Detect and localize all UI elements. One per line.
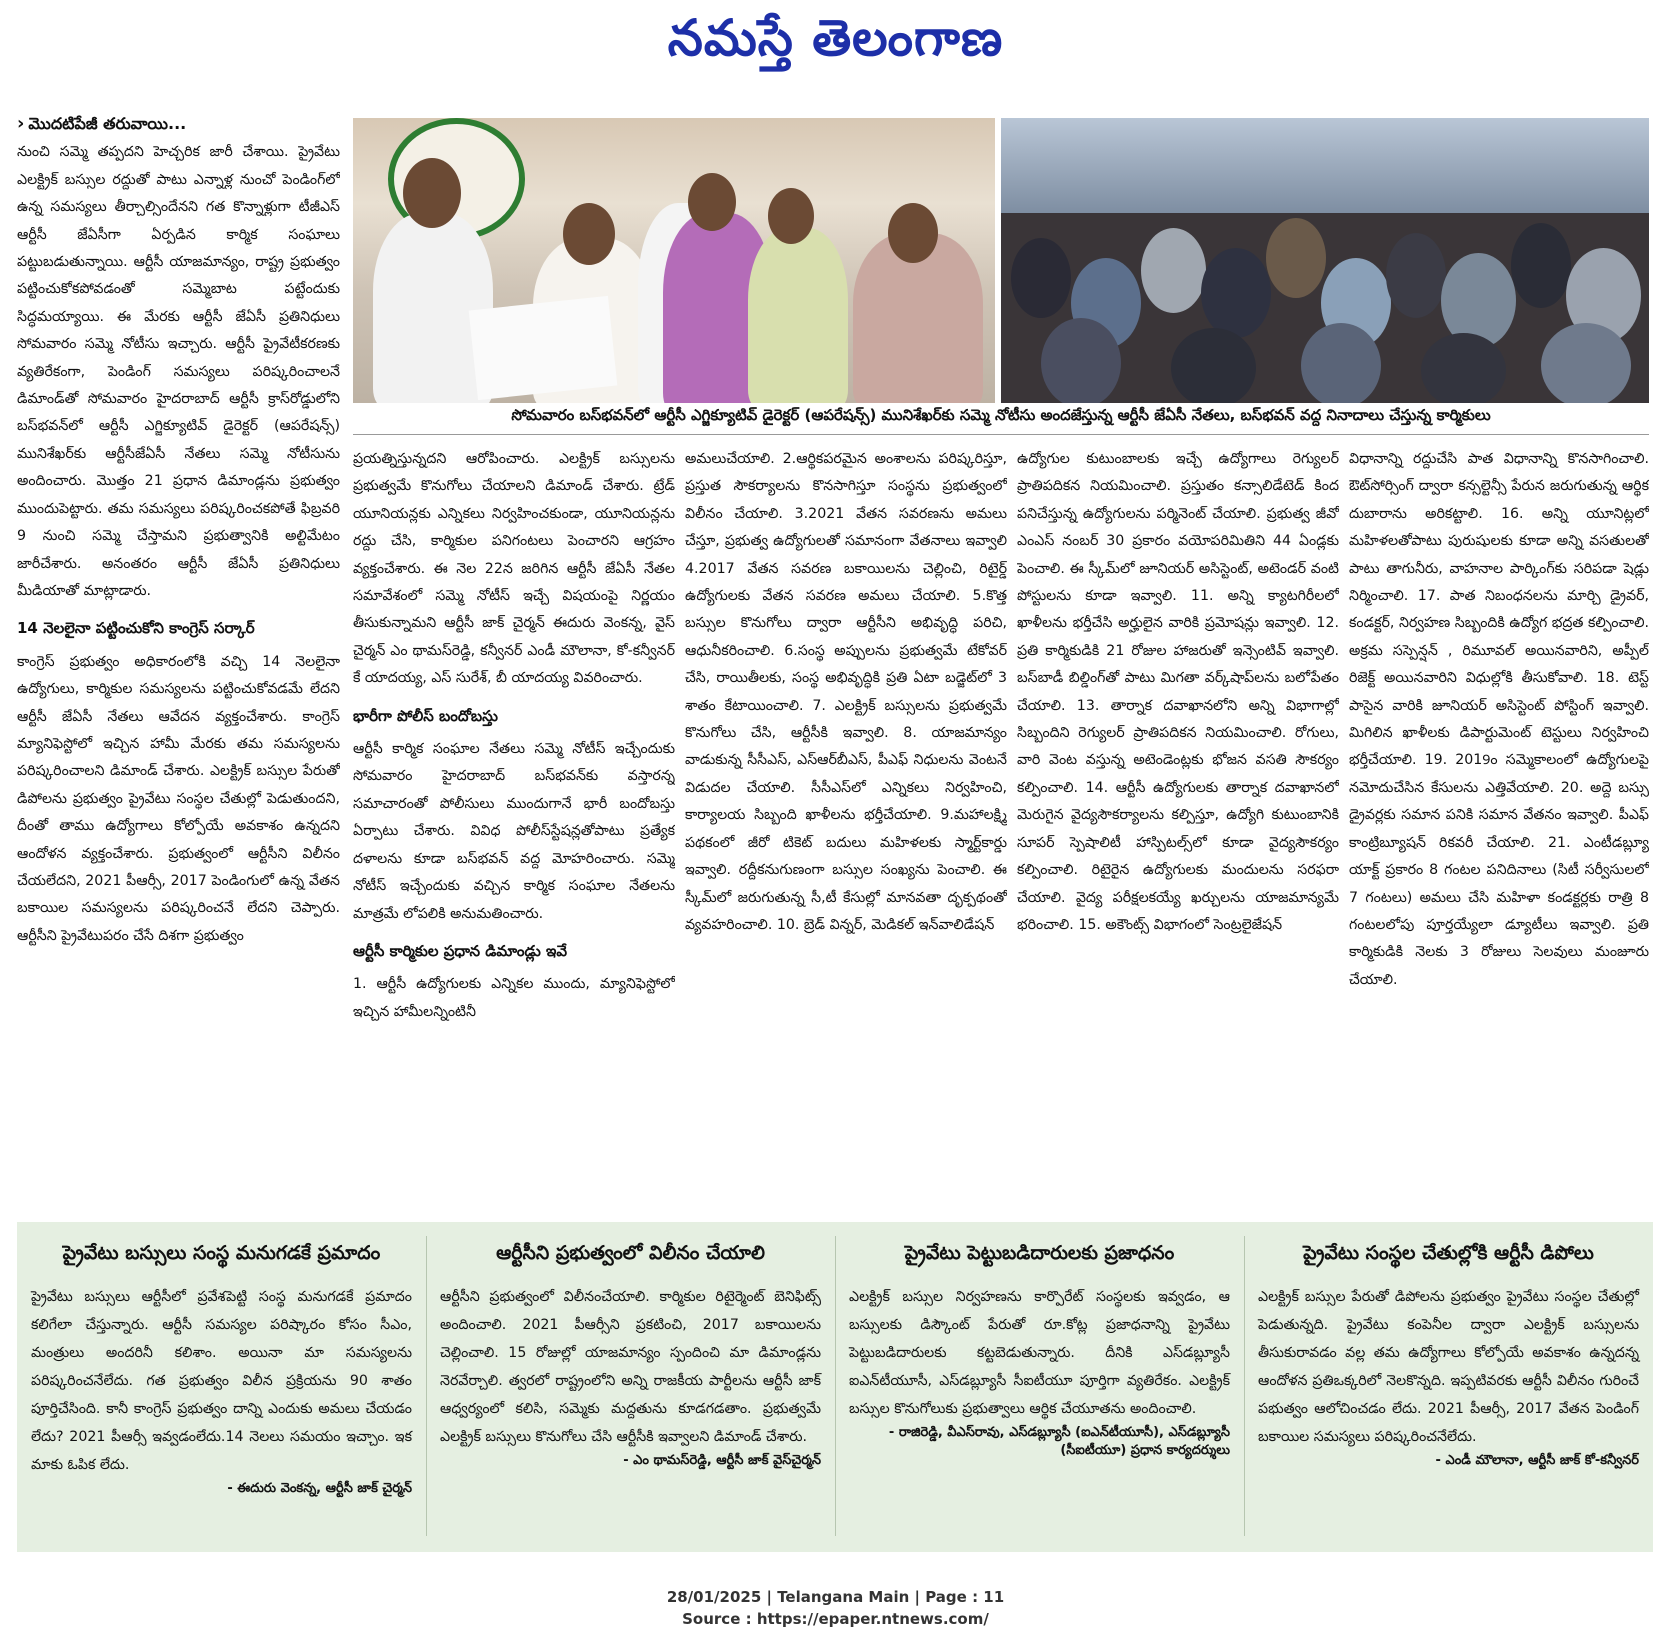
- demand-list: అమలుచేయాలి. 2.ఆర్థికపరమైన అంశాలను పరిష్కరిస్తూ, ప్రస్తుత సౌకర్యాలను కొనసాగిస్తూ సంస్థను ప్రభుత్వంలో విలీనం చేయాలి. 3.2021 వేతన సవరణను అమలు చేస్తూ, ప్రభుత్వ ఉద్యోగులతో సమానంగా వేతనాలు ఇవ్వాలి 4.2017 వేతన సవరణ బకాయిలను చెల్లించి, రిటైర్డ్ ఉద్యోగులకు వేతన సవరణ అమలు చేయాలి. 5.కొత్త బస్సుల కొనుగోలు ద్వారా ఆర్టీసీని అభివృద్ధి పరిచి, ఆధునీకరించాలి. 6.సంస్థ అప్పులను ప్రభుత్వమే టేకోవర్ చేసి, రాయితీలకు, సంస్థ అభివృద్ధికి ప్రతి ఏటా బడ్జెట్‌లో 3 శాతం కేటాయించాలి. 7. ఎలక్ట్రిక్ బస్సులను ప్రభుత్వమే కొనుగోలు చేసి, ఆర్టీసీకి ఇవ్వాలి. 8. యాజమాన్యం వాడుకున్న సీసీఎస్, ఎస్‌ఆర్‌బీఎస్, పీఎఫ్ నిధులను వెంటనే విడుదల చేయాలి. సీసీఎస్‌లో ఎన్నికలు నిర్వహించి, కార్యాలయ సిబ్బంది ఖాళీలను భర్తీచేయాలి. 9.మహాలక్ష్మి పథకంలో జీరో టికెట్ బదులు మహిళలకు స్మార్ట్‌కార్డు ఇవ్వాలి. రద్దీకనుగుణంగా బస్సుల సంఖ్యను పెంచాలి. ఈ స్కీమ్‌లో జరుగుతున్న సీ,టీ కేసుల్లో మానవతా దృక్పథంతో వ్యవహరించాలి. 10. బ్రెడ్ విన్నర్, మెడికల్ ఇన్‌వాలిడేషన్: [685, 451, 1007, 933]
- article-subhead: ఆర్టీసీ కార్మికుల ప్రధాన డిమాండ్లు ఇవే: [353, 941, 568, 960]
- article-column-1: [17, 110, 340, 1210]
- quote-box-signature: - ఎం థామస్‌రెడ్డి, ఆర్టీసీ జాక్ వైస్‌చైర్మన్: [623, 1453, 821, 1468]
- quote-box-title: ప్రైవేటు పెట్టుబడిదారులకు ప్రజాధనం: [904, 1242, 1175, 1264]
- quote-box-signature: - ఎండీ మౌలానా, ఆర్టీసీ జాక్ కో-కన్వీనర్: [1435, 1453, 1639, 1468]
- photo-workers-protest: [1001, 118, 1649, 403]
- footer-date-edition: 28/01/2025 | Telangana Main | Page : 11: [666, 1588, 1005, 1606]
- article-column-4: [1017, 446, 1339, 1206]
- quote-box-signature: - రాజిరెడ్డి, వీఎస్‌రావు, ఎస్‌డబ్ల్యూసీ (ఐఎన్‌టీయూసీ), ఎస్‌డబ్ల్యూసీ (సీఐటీయూ) ప్రధాన కార్యదర్శులు: [888, 1425, 1230, 1458]
- quote-box-title: ఆర్టీసీని ప్రభుత్వంలో విలీనం చేయాలి: [496, 1242, 765, 1264]
- article-paragraph: ఆర్టీసీ కార్మిక సంఘాల నేతలు సమ్మె నోటీస్ ఇచ్చేందుకు సోమవారం హైదరాబాద్ బస్‌భవన్‌కు వస్తారన్న సమాచారంతో పోలీసులు ముందుగానే భారీ బందోబస్తు ఏర్పాటు చేశారు. వివిధ పోలీస్‌స్టేషన్లతోపాటు ప్రత్యేక దళాలను కూడా బస్‌భవన్ వద్ద మోహరించారు. సమ్మె నోటీస్ ఇచ్చేందుకు వచ్చిన కార్మిక సంఘాల నేతలను మాత్రమే లోపలికి అనుమతించారు.: [353, 741, 675, 922]
- article-subhead: భారీగా పోలీస్ బందోబస్తు: [353, 706, 498, 725]
- demand-list-item: 1. ఆర్టీసీ ఉద్యోగులకు ఎన్నికల ముందు, మ్యానిఫెస్టోలో ఇచ్చిన హామీలన్నింటినీ: [353, 976, 675, 1020]
- quote-box-text: ప్రైవేటు బస్సులు ఆర్టీసీలో ప్రవేశపెట్టి సంస్థ మనుగడకే ప్రమాదం కలిగేలా చేస్తున్నారు. ఆర్టీసీ సమస్యల పరిష్కారం కోసం సీఎం, మంత్రులు అందరినీ కలిశాం. అయినా మా సమస్యలను పరిష్కరించనేలేదు. గత ప్రభుత్వం విలీన ప్రక్రియను 90 శాతం పూర్తిచేసింది. కానీ కాంగ్రెస్ ప్రభుత్వం దాన్ని ఎందుకు అమలు చేయడం లేదు? 2021 పీఆర్సీ ఇవ్వడంలేదు.14 నెలలు సమయం ఇచ్చాం. ఇక మాకు ఓపిక లేదు.: [31, 1289, 412, 1473]
- quote-box-text: ఆర్టీసీని ప్రభుత్వంలో విలీనంచేయాలి. కార్మికుల రిటైర్మెంట్ బెనిఫిట్స్ అందించాలి. 2021 పీఆర్సీని ప్రకటించి, 2017 బకాయిలను చెల్లించాలి. 15 రోజుల్లో యాజమాన్యం స్పందించి మా డిమాండ్లను నెరవేర్చాలి. త్వరలో రాష్ట్రంలోని అన్ని రాజకీయ పార్టీలను ఆర్టీసీ జాక్ ఆధ్వర్యంలో కలిసి, సమ్మెకు మద్దతును కూడగడతాం. ప్రభుత్వమే ఎలక్ట్రిక్ బస్సులు కొనుగోలు చేసి ఆర్టీసీకి ఇవ్వాలని డిమాండ్ చేశారు.: [440, 1289, 821, 1445]
- kicker-text: మొదటిపేజీ తరువాయి...: [28, 114, 187, 133]
- quote-box-3: [835, 1222, 1244, 1552]
- article-column-5: [1349, 446, 1649, 1206]
- continuation-kicker: [17, 110, 340, 137]
- quote-box-title: ప్రైవేటు సంస్థల చేతుల్లోకి ఆర్టీసీ డిపోలు: [1303, 1242, 1594, 1264]
- footer-source-link[interactable]: Source : https://epaper.ntnews.com/: [682, 1610, 989, 1628]
- chevron-right-icon: ›: [17, 113, 25, 134]
- divider: [426, 1236, 427, 1536]
- article-subhead: 14 నెలలైనా పట్టించుకోని కాంగ్రెస్ సర్కార్: [17, 619, 255, 638]
- quote-box-text: ఎలక్ట్రిక్ బస్సుల పేరుతో డిపోలను ప్రభుత్వం ప్రైవేటు సంస్థల చేతుల్లో పెడుతున్నది. ప్రైవేటు కంపెనీల ద్వారా ఎలక్ట్రిక్ బస్సులను తీసుకురావడం వల్ల తమ ఉద్యోగాలు కోల్పోయే అవకాశం ఉన్నదన్న ఆందోళన ప్రతిఒక్కరిలో నెలకొన్నది. ఇప్పటివరకు ఆర్టీసీ విలీనం గురించే పభుత్వం ఆలోచించడం లేదు. 2021 పీఆర్సీ, 2017 వేతన పెండింగ్ బకాయిల సమస్యలు పరిష్కరించనేలేదు.: [1258, 1289, 1639, 1445]
- article-paragraph: కాంగ్రెస్ ప్రభుత్వం అధికారంలోకి వచ్చి 14 నెలలైనా ఉద్యోగులు, కార్మికుల సమస్యలను పట్టించుకోవడమే లేదని ఆర్టీసీ జేఏసీ నేతలు ఆవేదన వ్యక్తంచేశారు. కాంగ్రెస్ మ్యానిఫెస్టోలో ఇచ్చిన హామీ మేరకు తమ సమస్యలను పరిష్కరించాలని డిమాండ్ చేశారు. ఎలక్ట్రిక్ బస్సుల పేరుతో డిపోలను ప్రభుత్వం ప్రైవేటు సంస్థల చేతుల్లో పెడుతుందని, దీంతో తాము ఉద్యోగాలు కోల్పోయే అవకాశం ఉన్నదని ఆందోళన వ్యక్తంచేశారు. ప్రభుత్వంలో ఆర్టీసీని విలీనం చేయలేదని, 2021 పీఆర్సీ, 2017 పెండింగులో ఉన్న వేతన బకాయిల సమస్యలను పరిష్కరించనే లేదని చెప్పారు. ఆర్టీసీని ప్రైవేటుపరం చేసే దిశగా ప్రభుత్వం: [17, 653, 340, 944]
- article-column-3: [685, 446, 1007, 1206]
- demand-list: ఉద్యోగుల కుటుంబాలకు ఇచ్చే ఉద్యోగాలు రెగ్యులర్ ప్రాతిపదికన నియమించాలి. ప్రస్తుతం కన్సాలిడేటెడ్ కింద పనిచేస్తున్న ఉద్యోగులను పర్మినెంట్ చేయాలి. ప్రభుత్వ జీవో ఎంఎస్ నంబర్ 30 ప్రకారం వయోపరిమితిని 44 ఏండ్లకు పెంచాలి. ఈ స్కీమ్‌లో జూనియర్ అసిస్టెంట్, అటెండర్ వంటి పోస్టులను కూడా ఇవ్వాలి. 11. అన్ని క్యాటగిరీలలో ఖాళీలను భర్తీచేసి అర్హులైన వారికి ప్రమోషన్లు ఇవ్వాలి. 12. ప్రతి కార్మికుడికి 21 రోజుల హాజరుతో ఇన్సెంటివ్ ఇవ్వాలి. బస్‌బాడీ బిల్డింగ్‌తో పాటు మిగతా వర్క్‌షాప్‌లను బలోపేతం చేయాలి. 13. తార్నాక దవాఖానలోని అన్ని విభాగాల్లో సిబ్బందిని రెగ్యులర్ ప్రాతిపదికన నియమించాలి. రోగులు, వారి వెంట వస్తున్న అటెండెంట్లకు భోజన వసతి సౌకర్యం కల్పించాలి. 14. ఆర్టీసీ ఉద్యోగులకు తార్నాక దవాఖానలో మెరుగైన వైద్యసౌకర్యాలను కల్పిస్తూ, ఉద్యోగి కుటుంబానికి సూపర్ స్పెషాలిటీ హాస్పిటల్స్‌లో కూడా వైద్యసౌకర్యం కల్పించాలి. రిటైరైన ఉద్యోగులకు మందులను సరఫరా చేయాలి. వైద్య పరీక్షలకయ్యే ఖర్చులను యాజమాన్యమే భరించాలి. 15. అకౌంట్స్ విభాగంలో సెంట్రలైజేషన్: [1017, 451, 1339, 933]
- masthead-title: నమస్తే తెలంగాణ: [667, 8, 1004, 67]
- quote-box-2: [426, 1222, 835, 1552]
- divider: [1244, 1236, 1245, 1536]
- photo-leaders-handing-notice: [353, 118, 995, 403]
- quote-box-signature: - ఈదురు వెంకన్న, ఆర్టీసీ జాక్ చైర్మన్: [227, 1481, 412, 1496]
- article-paragraph: ప్రయత్నిస్తున్నదని ఆరోపించారు. ఎలక్ట్రిక్ బస్సులను ప్రభుత్వమే కొనుగోలు చేయాలని డిమాండ్ చేశారు. ట్రేడ్ యూనియన్లకు ఎన్నికలు నిర్వహించకుండా, యూనియన్లను రద్దు చేసి, కార్మికుల పనిగంటలు పెంచారని ఆగ్రహం వ్యక్తంచేశారు. ఈ నెల 22న జరిగిన ఆర్టీసీ జేఏసీ నేతల సమావేశంలో సమ్మె నోటీస్ ఇచ్చే విషయంపై నిర్ణయం తీసుకున్నామని ఆర్టీసీ జాక్ చైర్మన్ ఈదురు వెంకన్న, వైస్ చైర్మన్ ఎం థామస్‌రెడ్డి, కన్వీనర్ ఎండీ మౌలానా, కో-కన్వీనర్ కే యాదయ్య, ఎస్ సురేశ్, బీ యాదయ్య వివరించారు.: [353, 451, 675, 687]
- quote-box-title: ప్రైవేటు బస్సులు సంస్థ మనుగడకే ప్రమాదం: [62, 1242, 381, 1264]
- quote-box-text: ఎలక్ట్రిక్ బస్సుల నిర్వహణను కార్పొరేట్ సంస్థలకు ఇవ్వడం, ఆ బస్సులకు డిస్కౌంట్ పేరుతో రూ.కోట్ల ప్రజాధనాన్ని ప్రైవేటు పెట్టుబడిదారులకు కట్టబెడుతున్నారు. దీనికి ఎస్‌డబ్ల్యూసీ ఐఎన్‌టీయూసీ, ఎస్‌డబ్ల్యూసీ సీఐటీయూ పూర్తిగా వ్యతిరేకం. ఎలక్ట్రిక్ బస్సుల కొనుగోలుకు ప్రభుత్వాలు ఆర్థిక చేయూతను అందించాలి.: [849, 1289, 1230, 1417]
- quote-box-1: [17, 1222, 426, 1552]
- demand-list: విధానాన్ని రద్దుచేసి పాత విధానాన్ని కొనసాగించాలి. ఔట్‌సోర్సింగ్ ద్వారా కన్సల్టెన్సీ పేరున జరుగుతున్న ఆర్థిక దుబారాను అరికట్టాలి. 16. అన్ని యూనిట్లలో మహిళలతోపాటు పురుషులకు కూడా అన్ని వసతులతో పాటు తాగునీరు, వాహనాల పార్కింగ్‌కు సరిపడా షెడ్లు నిర్మించాలి. 17. పాత నిబంధనలను మార్చి డ్రైవర్, కండక్టర్, నిర్వహణ సిబ్బందికి ఉద్యోగ భద్రత కల్పించాలి. అక్రమ సస్పెన్షన్ , రిమూవల్ అయినవారిని, అప్పీల్ రిజెక్ట్ అయినవారిని విధుల్లోకి తీసుకోవాలి. 18. టెస్ట్ పాసైన వారికి జూనియర్ అసిస్టెంట్ పోస్టింగ్ ఇవ్వాలి. మిగిలిన ఖాళీలకు డిపార్టుమెంట్ టెస్టులు నిర్వహించి భర్తీచేయాలి. 19. 2019ం సమ్మెకాలంలో ఉద్యోగులపై నమోదుచేసిన కేసులను ఎత్తివేయాలి. 20. అద్దె బస్సు డ్రైవర్లకు సమాన పనికి సమాన వేతనం ఇవ్వాలి. పీఎఫ్ కాంట్రిబ్యూషన్ రికవరీ చేయాలి. 21. ఎంటీడబ్ల్యూ యాక్ట్ ప్రకారం 8 గంటల పనిదినాలు (సిటీ సర్వీసులలో 7 గంటలు) అమలు చేసి మహిళా కండక్టర్లకు రాత్రి 8 గంటలలోపు పూర్తయ్యేలా డ్యూటీలు ఇవ్వాలి. ప్రతి కార్మికుడికి నెలకు 3 రోజులు సెలవులు మంజూరు చేయాలి.: [1349, 451, 1649, 988]
- quote-box-4: [1244, 1222, 1653, 1552]
- divider: [835, 1236, 836, 1536]
- article-paragraph: నుంచి సమ్మె తప్పదని హెచ్చరిక జారీ చేశాయి. ప్రైవేటు ఎలక్ట్రిక్ బస్సుల రద్దుతో పాటు ఎన్నాళ్ల నుంచో పెండింగ్‌లో ఉన్న సమస్యలు తీర్చాల్సిందేనని గత కొన్నాళ్లుగా టీజీఎస్ ఆర్టీసీ జేఏసీగా ఏర్పడిన కార్మిక సంఘాలు పట్టుబడుతున్నాయి. ఆర్టీసీ యాజమాన్యం, రాష్ట్ర ప్రభుత్వం పట్టించుకోకపోవడంతో సమ్మెబాట పట్టేందుకు సిద్ధమయ్యాయి. ఈ మేరకు ఆర్టీసీ జేఏసీ ప్రతినిధులు సోమవారం సమ్మె నోటీసు ఇచ్చారు. ఆర్టీసీ ప్రైవేటీకరణకు వ్యతిరేకంగా, పెండింగ్ సమస్యలు పరిష్కరించాలనే డిమాండ్‌తో సోమవారం హైదరాబాద్ ఆర్టీసీ క్రాస్‌రోడ్డులోని బస్‌భవన్‌లో ఆర్టీసీ ఎగ్జిక్యూటివ్ డైరెక్టర్ (ఆపరేషన్స్) మునిశేఖర్‌కు ఆర్టీసీజేఏసీ నేతలు సమ్మె నోటీసును అందించారు. మొత్తం 21 ప్రధాన డిమాండ్లను ప్రభుత్వం ముందుపెట్టారు. తమ సమస్యలు పరిష్కరించకపోతే ఫిబ్రవరి 9 నుంచి సమ్మె చేస్తామని ప్రభుత్వానికి అల్టిమేటం జారీచేశారు. అనంతరం ఆర్టీసీ జేఏసీ ప్రతినిధులు మీడియాతో మాట్లాడారు.: [17, 144, 340, 599]
- photo-caption: సోమవారం బస్‌భవన్‌లో ఆర్టీసీ ఎగ్జిక్యూటివ్ డైరెక్టర్ (ఆపరేషన్స్) మునిశేఖర్‌కు సమ్మె నోటీసు అందజేస్తున్న ఆర్టీసీ జేఏసీ నేతలు, బస్‌భవన్ వద్ద నినాదాలు చేస్తున్న కార్మికులు: [353, 406, 1649, 435]
- article-column-2: [353, 446, 675, 1206]
